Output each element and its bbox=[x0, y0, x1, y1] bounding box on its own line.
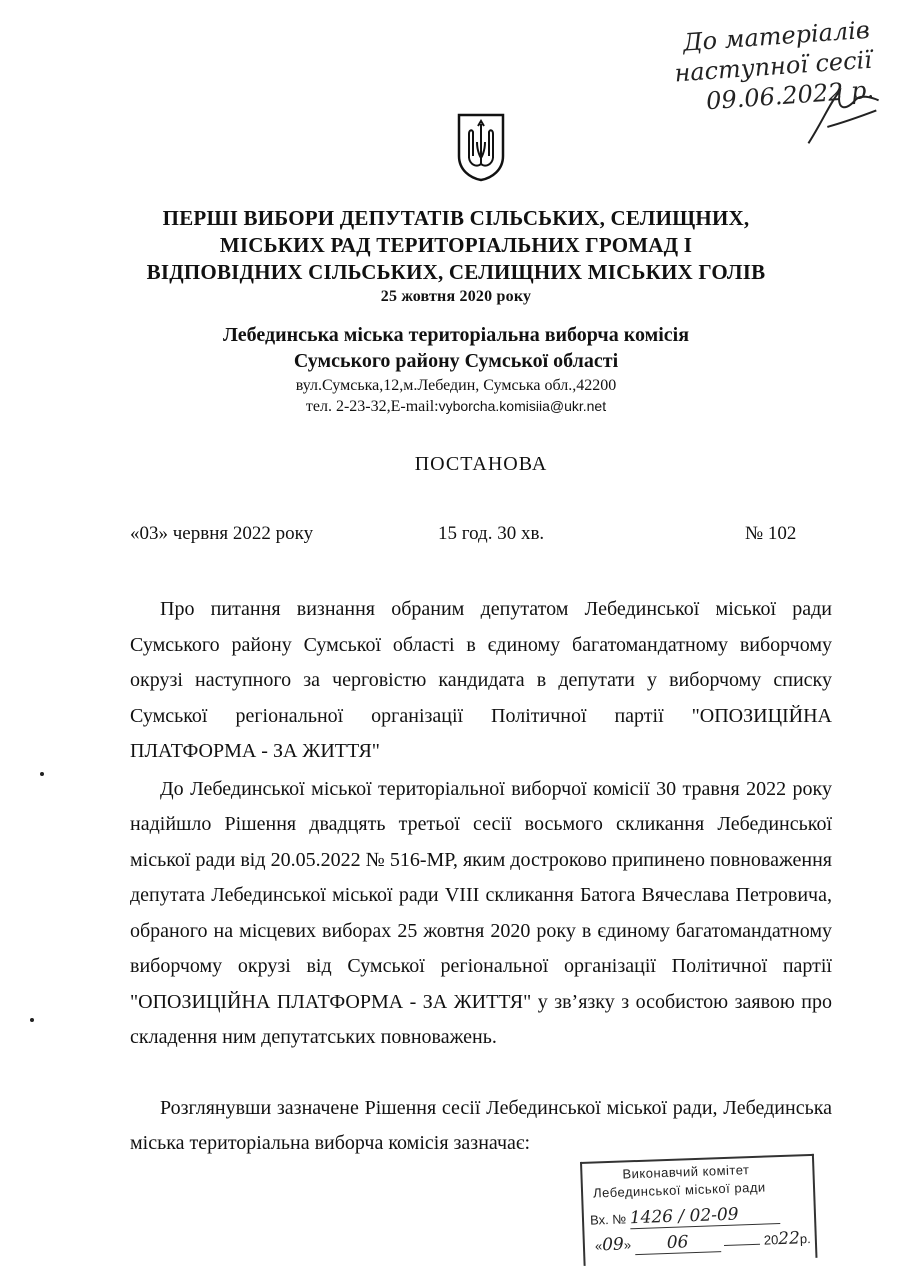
stamp-line2: Лебединської міської ради bbox=[592, 1179, 766, 1201]
commission-address: вул.Сумська,12,м.Лебедин, Сумська обл.,42200 bbox=[295, 377, 617, 394]
subject-paragraph: Про питання визнання обраним депутатом Лебединської міської ради Сумського району Сумської області в єдиному багатомандатному виборчому окрузі наступного за черговістю кандидата в депутати у виборчому списку Сумської регіональної організації Політичної партії "ОПОЗИЦІЙНА ПЛАТФОРМА - ЗА ЖИТТЯ" bbox=[130, 598, 832, 762]
stamp-reg-number: 1426 / 02-09 bbox=[629, 1203, 780, 1229]
commission-block bbox=[0, 322, 912, 417]
stamp-year-suffix: 22 bbox=[777, 1228, 801, 1250]
stamp-date-day: 09 bbox=[601, 1234, 625, 1256]
stamp-year-prefix: 20 bbox=[763, 1232, 779, 1248]
signature-icon bbox=[799, 78, 884, 153]
election-header bbox=[0, 205, 912, 308]
handwritten-note bbox=[659, 15, 875, 119]
header-line1: ПЕРШІ ВИБОРИ ДЕПУТАТІВ СІЛЬСЬКИХ, СЕЛИЩНИХ, bbox=[162, 206, 750, 230]
document-number: № 102 bbox=[745, 523, 797, 544]
commission-phone: тел. 2-23-32,E-mail: bbox=[305, 398, 439, 415]
header-line2: МІСЬКИХ РАД ТЕРИТОРІАЛЬНИХ ГРОМАД І bbox=[219, 233, 693, 257]
stamp-date-row: «09» 06 2022р. bbox=[594, 1228, 811, 1256]
document-body bbox=[130, 592, 832, 1162]
scan-speck bbox=[30, 1018, 34, 1022]
document-title: ПОСТАНОВА bbox=[414, 453, 548, 475]
stamp-date-month: 06 bbox=[634, 1231, 721, 1255]
coat-of-arms-icon bbox=[456, 112, 506, 182]
stamp-reg-prefix: Вх. № bbox=[589, 1211, 627, 1228]
document-time: 15 год. 30 хв. bbox=[438, 523, 545, 544]
header-line3: ВІДПОВІДНИХ СІЛЬСЬКИХ, СЕЛИЩНИХ МІСЬКИХ ГОЛІВ bbox=[146, 260, 766, 284]
handwritten-note-line1: До матеріалів bbox=[682, 15, 871, 57]
body-paragraph-2: Розглянувши зазначене Рішення сесії Лебединської міської ради, Лебединська міська територіальна виборча комісія зазначає: bbox=[130, 1096, 832, 1154]
stamp-year-unit: р. bbox=[799, 1230, 811, 1247]
registration-stamp bbox=[580, 1154, 817, 1266]
document-date: «03» червня 2022 року bbox=[130, 523, 314, 544]
stamp-reg-row bbox=[590, 1203, 780, 1231]
handwritten-note-line3: 09.06.2022 р. bbox=[705, 75, 875, 116]
commission-contacts bbox=[0, 396, 912, 417]
commission-email: vyborcha.komisiia@ukr.net bbox=[438, 398, 607, 414]
commission-name-line1: Лебединська міська територіальна виборча комісія bbox=[222, 324, 690, 346]
election-date: 25 жовтня 2020 року bbox=[380, 288, 532, 305]
scan-speck bbox=[40, 772, 44, 776]
commission-name-line2: Сумського району Сумської області bbox=[293, 350, 619, 372]
stamp-line1: Виконавчий комітет bbox=[622, 1162, 750, 1182]
handwritten-note-line2: наступної сесії bbox=[673, 45, 873, 88]
body-paragraph-1: До Лебединської міської територіальної виборчої комісії 30 травня 2022 року надійшло Рішення двадцять третьої сесії восьмого скликання Лебединської міської ради від 20.05.2022 № 516-МР, яким достроково припинено повноваження депутата Лебединської міської ради VIII скликання Батога Вячеслава Петровича, обраного на місцевих виборах 25 жовтня 2020 року в єдиному багатомандатному виборчому окрузі від Сумської регіональної організації Політичної партії "ОПОЗИЦІЙНА ПЛАТФОРМА - ЗА ЖИТТЯ" у зв’язку з особистою заявою про складення ним депутатських повноважень. bbox=[130, 777, 832, 1048]
